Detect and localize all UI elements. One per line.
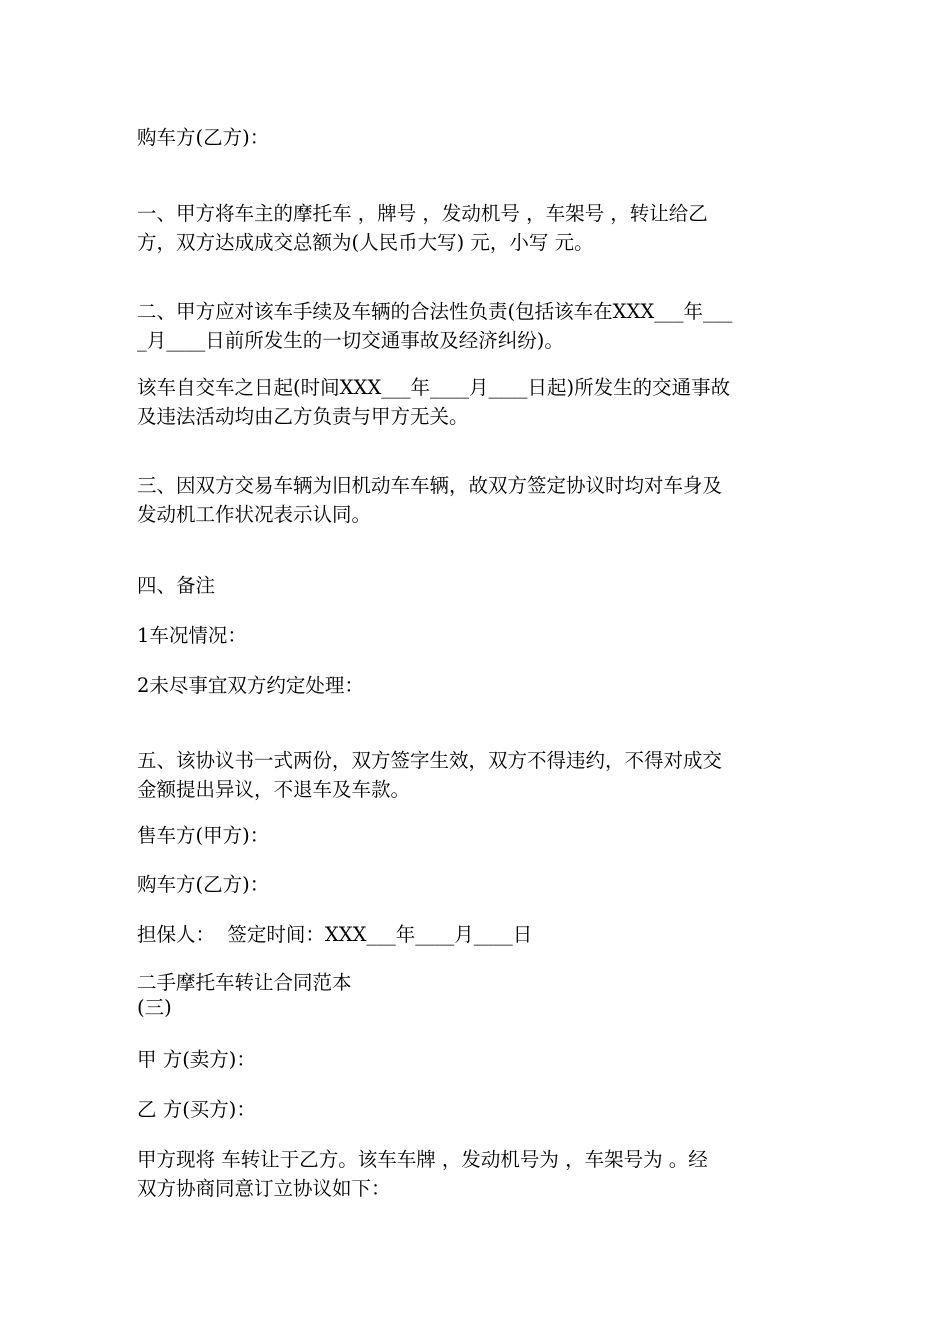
clause-3-line-2: 发动机工作状况表示认同。: [137, 503, 372, 526]
intro-line-1: 甲方现将 车转让于乙方。该车车牌 ，发动机号为 ，车架号为 。经: [137, 1148, 708, 1171]
buyer-header: [137, 123, 817, 152]
clause-5-line-2: 金额提出异议，不退车及车款。: [137, 778, 411, 801]
buyer-signature: [137, 870, 817, 899]
party-b-line: 乙 方(买方)：: [137, 1098, 256, 1121]
clause-2-continuation: [137, 373, 817, 431]
clause-2-line-1: 二、甲方应对该车手续及车辆的合法性负责(包括该车在XXX___年___: [137, 300, 733, 323]
clause-1-line-1: 一、甲方将车主的摩托车 ，牌号 ，发动机号 ，车架号 ，转让给乙: [137, 202, 708, 225]
note-2: [137, 671, 817, 700]
seller-signature: [137, 821, 817, 850]
clause-3-line-1: 三、因双方交易车辆为旧机动车车辆，故双方签定协议时均对车身及: [137, 474, 723, 497]
note-1: [137, 621, 817, 650]
clause-3: [137, 471, 817, 529]
clause-4-heading-line: 四、备注: [137, 574, 216, 597]
clause-2-line-2: _月____日前所发生的一切交通事故及经济纠纷)。: [137, 329, 564, 352]
clause-2-continuation-line-2: 及违法活动均由乙方负责与甲方无关。: [137, 405, 469, 428]
clause-2: [137, 297, 817, 355]
intro-paragraph: [137, 1145, 817, 1203]
clause-1: [137, 199, 817, 257]
guarantor-signature-line: 担保人： 签定时间：XXX___年____月____日: [137, 923, 533, 946]
template-title: [137, 970, 817, 1020]
seller-signature-line: 售车方(甲方)：: [137, 824, 270, 847]
party-a: [137, 1045, 817, 1074]
party-a-line: 甲 方(卖方)：: [137, 1048, 256, 1071]
template-title-line-1: 二手摩托车转让合同范本: [137, 971, 352, 994]
note-2-line: 2未尽事宜双方约定处理：: [137, 674, 364, 697]
template-title-line-2: (三): [137, 996, 172, 1019]
note-1-line: 1车况情况：: [137, 624, 247, 647]
clause-1-line-2: 方，双方达成成交总额为(人民币大写) 元，小写 元。: [137, 231, 594, 254]
clause-4-heading: [137, 571, 817, 600]
clause-5: [137, 746, 817, 804]
buyer-signature-line: 购车方(乙方)：: [137, 873, 270, 896]
guarantor-signature: [137, 920, 817, 949]
clause-5-line-1: 五、该协议书一式两份，双方签字生效，双方不得违约，不得对成交: [137, 749, 723, 772]
buyer-header-line-1: 购车方(乙方)：: [137, 126, 270, 149]
intro-line-2: 双方协商同意订立协议如下：: [137, 1177, 391, 1200]
party-b: [137, 1095, 817, 1124]
clause-2-continuation-line-1: 该车自交车之日起(时间XXX___年____月____日起)所发生的交通事故: [137, 376, 731, 399]
